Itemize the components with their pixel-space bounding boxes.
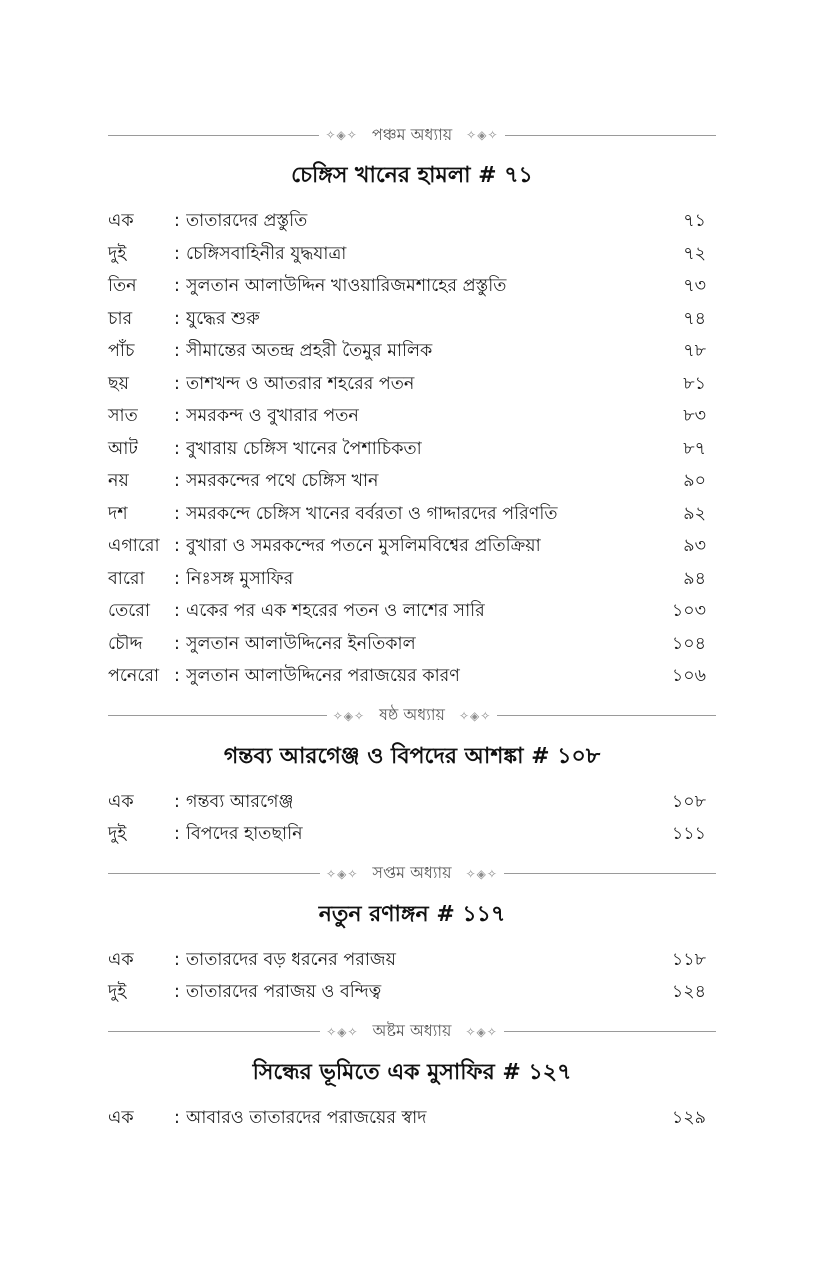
entry-number: এক: [108, 949, 134, 970]
entry-page: ৯৪: [683, 568, 706, 589]
divider-rule: [108, 1031, 320, 1032]
entry-separator: :: [174, 949, 180, 970]
entry-page: ১০৮: [671, 791, 706, 812]
entry-separator: :: [174, 824, 180, 844]
entry-page: ৮৭: [683, 438, 706, 459]
entry-page: ১২৯: [671, 1107, 706, 1128]
entry-title: সমরকন্দের পথে চেঙ্গিস খান: [186, 471, 379, 491]
toc-entry[interactable]: [108, 238, 716, 271]
entry-number: চার: [108, 308, 133, 329]
entry-page: ৯০: [683, 471, 706, 491]
entry-page: ১১৮: [671, 949, 706, 970]
toc-entry[interactable]: [108, 628, 716, 661]
toc-list: [108, 205, 716, 693]
entry-number: আট: [108, 438, 138, 459]
entry-number: তিন: [108, 276, 137, 296]
entry-title: আবারও তাতারদের পরাজয়ের স্বাদ: [186, 1107, 427, 1128]
entry-title: বুখারায় চেঙ্গিস খানের পৈশাচিকতা: [186, 438, 422, 459]
part-title: চেঙ্গিস খানের হামলা # ৭১: [291, 163, 533, 188]
entry-number: দুই: [108, 824, 127, 844]
toc-entry[interactable]: [108, 498, 716, 531]
entry-page: ১২৪: [671, 982, 706, 1002]
entry-title: তাতারদের পরাজয় ও বন্দিত্ব: [186, 982, 382, 1002]
toc-list: [108, 944, 716, 1009]
toc-entry[interactable]: [108, 400, 716, 433]
entry-separator: :: [174, 568, 180, 589]
toc-entry[interactable]: [108, 595, 716, 628]
chapter-section: [108, 118, 716, 693]
entry-title: বিপদের হাতছানি: [186, 824, 303, 844]
entry-title: তাতারদের প্রস্তুতি: [186, 211, 308, 231]
entry-number: এক: [108, 211, 134, 231]
toc-entry[interactable]: [108, 1102, 716, 1135]
entry-separator: :: [174, 308, 180, 329]
entry-page: ১১১: [671, 824, 706, 844]
entry-title: বুখারা ও সমরকন্দের পতনে মুসলিমবিশ্বের প্রতিক্রিয়া: [186, 536, 541, 556]
entry-number: দশ: [108, 503, 128, 524]
entry-number: পাঁচ: [108, 341, 135, 361]
entry-title: তাতারদের বড় ধরনের পরাজয়: [186, 949, 396, 970]
entry-separator: :: [174, 666, 180, 686]
entry-number: বারো: [108, 568, 145, 589]
entry-separator: :: [174, 791, 180, 812]
part-title: গন্তব্য আরগেঞ্জ ও বিপদের আশঙ্কা # ১০৮: [223, 743, 601, 769]
entry-separator: :: [174, 276, 180, 296]
toc-entry[interactable]: [108, 660, 716, 693]
divider-rule: [505, 135, 716, 136]
entry-separator: :: [174, 503, 180, 524]
chapter-label: ষষ্ঠ অধ্যায়: [379, 705, 445, 724]
divider-rule: [108, 135, 319, 136]
entry-title: সুলতান আলাউদ্দিনের ইনতিকাল: [186, 633, 416, 654]
entry-page: ৭৪: [683, 308, 706, 329]
toc-entry[interactable]: [108, 465, 716, 498]
entry-title: সুলতান আলাউদ্দিনের পরাজয়ের কারণ: [186, 666, 460, 686]
entry-number: তেরো: [108, 601, 150, 621]
divider-rule: [504, 873, 716, 874]
entry-number: ছয়: [108, 373, 129, 394]
entry-separator: :: [174, 536, 180, 556]
table-of-contents: [108, 118, 716, 1140]
ornament-icon: ✧◈✧: [325, 128, 358, 142]
divider-rule: [108, 873, 320, 874]
ornament-icon: ✧◈✧: [465, 866, 498, 881]
entry-number: পনেরো: [108, 666, 160, 686]
toc-entry[interactable]: [108, 270, 716, 303]
divider-rule: [504, 1031, 716, 1032]
toc-entry[interactable]: [108, 205, 716, 238]
entry-separator: :: [174, 471, 180, 491]
entry-page: ৯৩: [683, 536, 706, 556]
entry-number: সাত: [108, 406, 138, 426]
entry-separator: :: [174, 341, 180, 361]
entry-number: এক: [108, 791, 134, 812]
divider-rule: [108, 715, 327, 716]
entry-title: সীমান্তের অতন্দ্র প্রহরী তৈমুর মালিক: [186, 341, 433, 361]
entry-separator: :: [174, 982, 180, 1002]
chapter-divider: [108, 1015, 716, 1049]
entry-separator: :: [174, 601, 180, 621]
ornament-icon: ✧◈✧: [326, 1024, 359, 1039]
entry-title: সমরকন্দে চেঙ্গিস খানের বর্বরতা ও গাদ্দারদের পরিণতি: [186, 503, 558, 524]
entry-number: দুই: [108, 982, 127, 1002]
toc-entry[interactable]: [108, 563, 716, 596]
chapter-section: [108, 699, 716, 851]
entry-title: গন্তব্য আরগেঞ্জ: [186, 791, 294, 812]
entry-separator: :: [174, 633, 180, 654]
entry-separator: :: [174, 406, 180, 426]
chapter-label: অষ্টম অধ্যায়: [372, 1021, 452, 1040]
ornament-icon: ✧◈✧: [332, 708, 366, 723]
chapter-divider: [108, 118, 716, 152]
toc-entry[interactable]: [108, 818, 716, 851]
toc-entry[interactable]: [108, 368, 716, 401]
chapter-label: পঞ্চম অধ্যায়: [371, 124, 453, 144]
toc-list: [108, 786, 716, 851]
entry-page: ১০৩: [671, 601, 706, 621]
entry-page: ৮১: [683, 373, 706, 394]
entry-page: ১০৬: [671, 666, 706, 686]
entry-title: একের পর এক শহরের পতন ও লাশের সারি: [186, 601, 485, 621]
toc-entry[interactable]: [108, 335, 716, 368]
ornament-icon: ✧◈✧: [458, 708, 492, 723]
entry-page: ৭৩: [683, 276, 706, 296]
entry-number: এগারো: [108, 536, 160, 556]
entry-title: সমরকন্দ ও বুখারার পতন: [186, 406, 359, 426]
entry-separator: :: [174, 243, 180, 264]
chapter-divider: [108, 857, 716, 891]
entry-page: ৭৮: [683, 341, 706, 361]
part-title: নতুন রণাঙ্গন # ১১৭: [318, 901, 506, 927]
toc-entry[interactable]: [108, 976, 716, 1009]
entry-number: চৌদ্দ: [108, 633, 143, 654]
entry-page: ৯২: [683, 503, 706, 524]
entry-number: দুই: [108, 243, 127, 264]
toc-entry[interactable]: [108, 944, 716, 977]
entry-page: ৭২: [683, 243, 706, 264]
toc-entry[interactable]: [108, 530, 716, 563]
entry-separator: :: [174, 438, 180, 459]
chapter-section: [108, 857, 716, 1009]
chapter-label: সপ্তম অধ্যায়: [372, 863, 452, 882]
toc-entry[interactable]: [108, 786, 716, 819]
entry-title: নিঃসঙ্গ মুসাফির: [186, 568, 294, 589]
divider-rule: [497, 715, 716, 716]
toc-list: [108, 1102, 716, 1135]
part-title: সিন্ধের ভূমিতে এক মুসাফির # ১২৭: [252, 1059, 572, 1085]
entry-separator: :: [174, 211, 180, 231]
entry-page: ৮৩: [683, 406, 706, 426]
chapter-section: [108, 1015, 716, 1135]
entry-title: তাশখন্দ ও আতরার শহরের পতন: [186, 373, 415, 394]
ornament-icon: ✧◈✧: [326, 866, 359, 881]
entry-title: সুলতান আলাউদ্দিন খাওয়ারিজমশাহের প্রস্তুতি: [186, 276, 507, 296]
entry-number: এক: [108, 1107, 134, 1128]
entry-separator: :: [174, 1107, 180, 1128]
entry-number: নয়: [108, 471, 129, 491]
ornament-icon: ✧◈✧: [465, 1024, 498, 1039]
entry-title: যুদ্ধের শুরু: [186, 308, 260, 329]
chapter-divider: [108, 699, 716, 733]
entry-title: চেঙ্গিসবাহিনীর যুদ্ধযাত্রা: [186, 243, 347, 264]
toc-entry[interactable]: [108, 433, 716, 466]
entry-separator: :: [174, 373, 180, 394]
ornament-icon: ✧◈✧: [466, 128, 499, 142]
entry-page: ৭১: [683, 211, 706, 231]
toc-entry[interactable]: [108, 303, 716, 336]
entry-page: ১০৪: [671, 633, 706, 654]
